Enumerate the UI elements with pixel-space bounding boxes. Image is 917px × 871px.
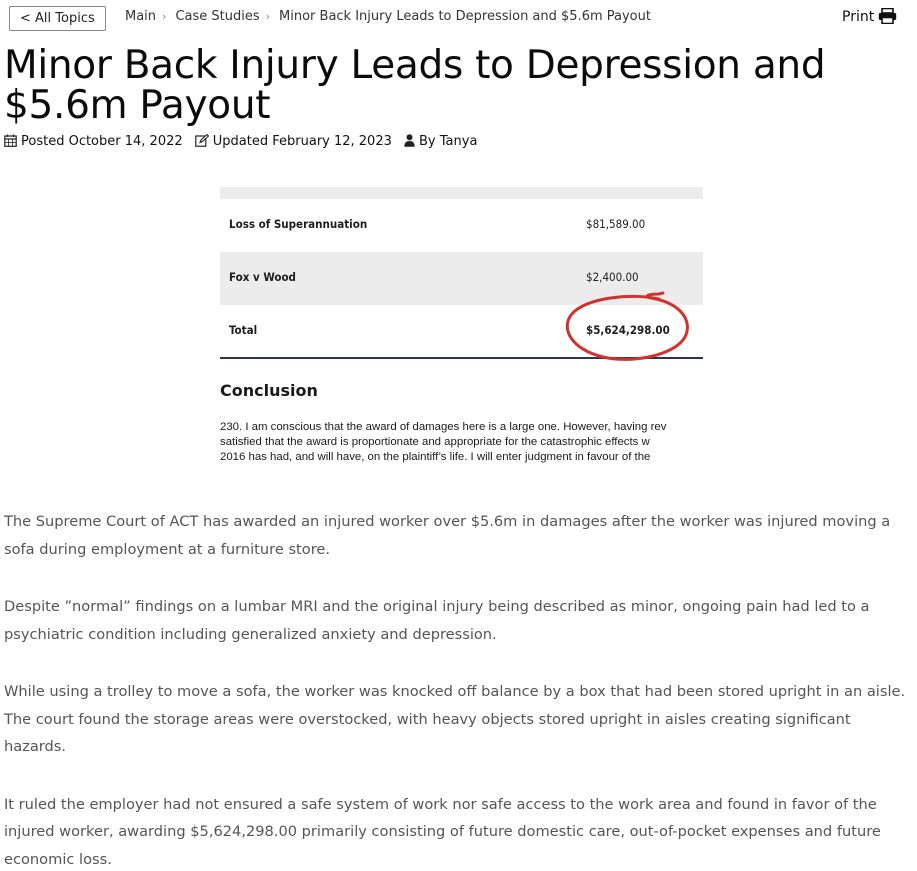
updated-date bbox=[195, 134, 392, 149]
breadcrumb-current: Minor Back Injury Leads to Depression and $5.6m Payout bbox=[279, 9, 651, 24]
all-topics-button[interactable]: < All Topics bbox=[9, 6, 106, 31]
judgment-excerpt-image bbox=[220, 187, 703, 467]
author-label: By Tanya bbox=[419, 134, 478, 149]
post-meta bbox=[4, 134, 485, 149]
calendar-icon bbox=[4, 134, 17, 147]
user-icon bbox=[404, 134, 415, 147]
printer-icon bbox=[878, 8, 897, 24]
conclusion-text bbox=[220, 420, 703, 465]
top-bar bbox=[0, 0, 917, 36]
breadcrumb-main[interactable]: Main bbox=[125, 9, 157, 24]
page-title: Minor Back Injury Leads to Depression and $5.6m Payout bbox=[4, 43, 826, 128]
print-button[interactable] bbox=[842, 8, 897, 25]
breadcrumb-case-studies[interactable]: Case Studies bbox=[175, 9, 260, 24]
breadcrumb bbox=[125, 9, 651, 24]
article-paragraph: Despite ”normal” findings on a lumbar MRI and the original injury being described as minor, ongoing pain had led to a psychiatric condition including generalized anxiety and depression. bbox=[4, 598, 870, 643]
row-label: Fox v Wood bbox=[229, 270, 296, 284]
row-value: $5,624,298.00 bbox=[586, 323, 670, 337]
conclusion-line: 2016 has had, and will have, on the plaintiff’s life. I will enter judgment in favour of the bbox=[220, 451, 651, 463]
table-row-shade bbox=[220, 187, 703, 199]
row-label: Loss of Superannuation bbox=[229, 217, 368, 231]
conclusion-heading: Conclusion bbox=[220, 381, 318, 400]
updated-label: Updated February 12, 2023 bbox=[212, 134, 392, 149]
row-value: $2,400.00 bbox=[586, 270, 639, 284]
edit-icon bbox=[195, 134, 209, 147]
author bbox=[404, 134, 477, 149]
posted-date bbox=[4, 134, 183, 149]
posted-label: Posted October 14, 2022 bbox=[21, 134, 183, 149]
conclusion-line: 230. I am conscious that the award of damages here is a large one. However, having rev bbox=[220, 421, 667, 433]
row-label: Total bbox=[229, 323, 258, 337]
table-row bbox=[220, 199, 703, 252]
row-value: $81,589.00 bbox=[586, 217, 646, 231]
article-paragraph: The Supreme Court of ACT has awarded an injured worker over $5.6m in damages after the worker was injured moving a sofa during employment at a furniture store. bbox=[4, 513, 891, 558]
red-circle-annotation bbox=[563, 289, 691, 365]
chevron-right-icon: › bbox=[162, 10, 167, 23]
article-body bbox=[4, 508, 912, 871]
article-paragraph: It ruled the employer had not ensured a safe system of work nor safe access to the work area and found in favor of the injured worker, awarding $5,624,298.00 primarily consisting of future domestic care, out-of-pocket expenses and future economic loss. bbox=[4, 795, 881, 868]
chevron-right-icon: › bbox=[265, 10, 271, 23]
article-paragraph: While using a trolley to move a sofa, the worker was knocked off balance by a box that had been stored upright in an aisle. The court found the storage areas were overstocked, with heavy objects stored upright in aisles creating significant hazards. bbox=[4, 683, 906, 755]
conclusion-line: satisfied that the award is proportionate and appropriate for the catastrophic effects w bbox=[220, 436, 650, 448]
print-label: Print bbox=[842, 9, 875, 25]
